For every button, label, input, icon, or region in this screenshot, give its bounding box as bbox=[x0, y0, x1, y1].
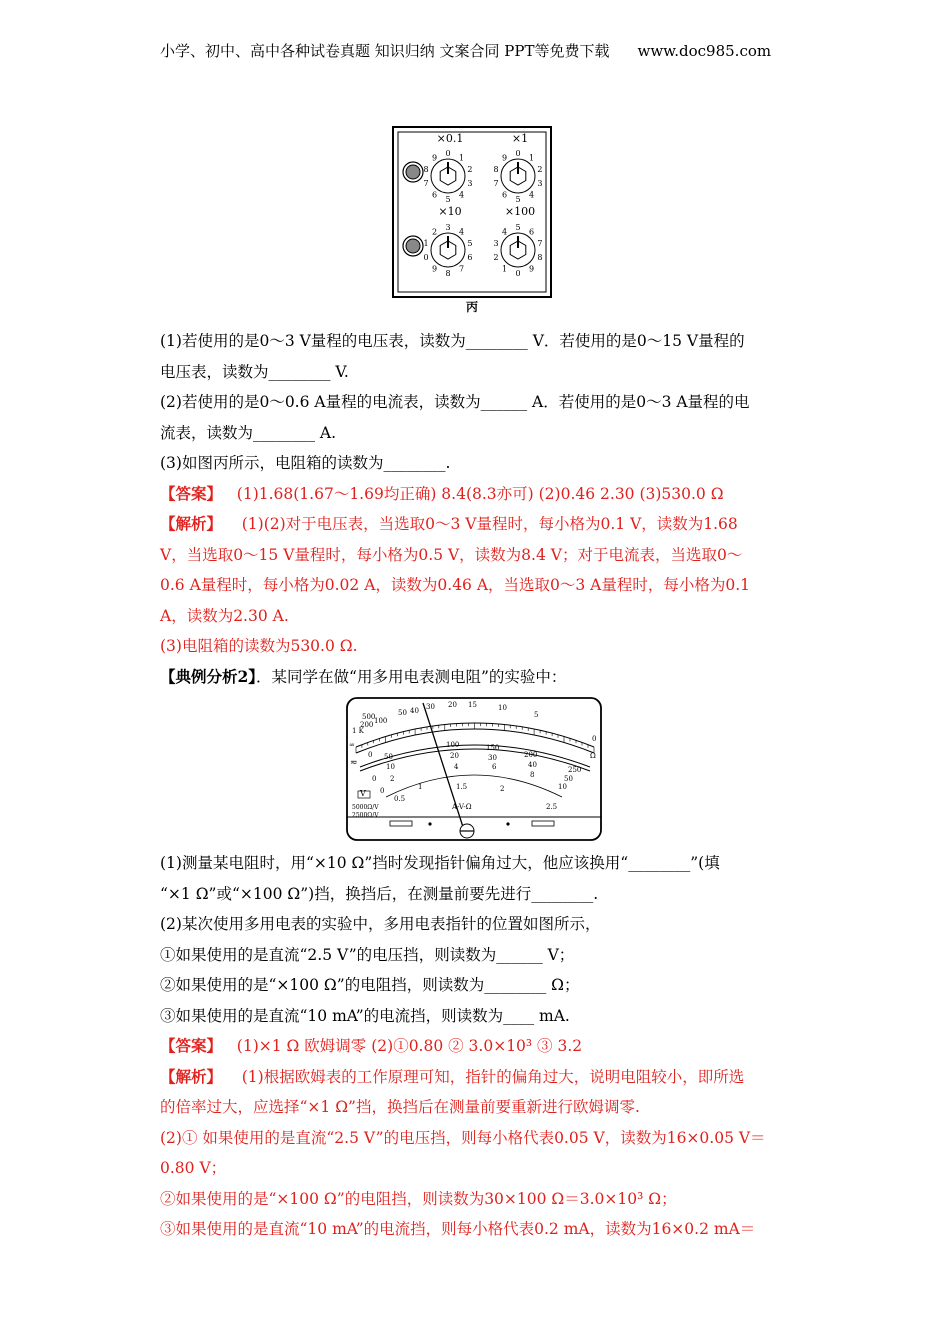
question-1 bbox=[160, 326, 792, 692]
ohm-tick-label: 30 bbox=[426, 703, 435, 711]
dial-digit: 6 bbox=[528, 227, 535, 237]
dial-digit: 6 bbox=[467, 253, 473, 263]
analysis-line: (3)电阻箱的读数为530.0 Ω. bbox=[160, 637, 358, 655]
dial-digit: 9 bbox=[501, 153, 508, 163]
low-tick-label: 1.5 bbox=[456, 783, 468, 791]
mid-tick-label: 50 bbox=[564, 775, 573, 783]
dial-digit: 3 bbox=[537, 179, 543, 189]
dial-digit: 9 bbox=[431, 264, 438, 274]
dial-x100 bbox=[494, 223, 543, 278]
dial-digit: 7 bbox=[493, 179, 499, 189]
ohm-tick-label: 40 bbox=[410, 707, 419, 715]
q2-analysis bbox=[160, 1062, 792, 1093]
q2-part2: (2)某次使用多用电表的实验中，多用电表指针的位置如图所示， bbox=[160, 915, 601, 933]
dial-digit: 4 bbox=[501, 227, 508, 237]
dial-digit: 5 bbox=[515, 223, 521, 232]
q2-choice-3: ③如果使用的是直流“10 mA”的电流挡，则读数为____ mA. bbox=[160, 1006, 570, 1025]
dial-digit: 7 bbox=[423, 179, 429, 189]
meter-spec: 5000Ω/V bbox=[352, 804, 379, 811]
q2-title bbox=[160, 662, 792, 693]
dial-digit: 0 bbox=[515, 149, 521, 158]
meter-spec: 2500Ω/V bbox=[352, 812, 379, 819]
analysis-line: A，读数为2.30 A. bbox=[160, 606, 289, 625]
left-tick-label: 0.5 bbox=[394, 795, 406, 803]
dial-x1 bbox=[494, 149, 543, 204]
q1-part1-cont: 电压表，读数为________ V. bbox=[160, 362, 349, 381]
q2-part1-cont: “×1 Ω”或“×100 Ω”)挡，换挡后，在测量前要先进行________. bbox=[160, 884, 599, 903]
dial-digit: 8 bbox=[493, 164, 499, 174]
dial-digit: 5 bbox=[445, 195, 451, 204]
mid-tick-label: 10 bbox=[558, 783, 567, 791]
q1-part1: (1)若使用的是0～3 V量程的电压表，读数为________ V．若使用的是0～15 V量程的 bbox=[160, 332, 745, 350]
omega-symbol: Ω bbox=[590, 752, 596, 760]
mid-tick-label: 150 bbox=[486, 744, 500, 752]
q2-part1: (1)测量某电阻时，用“×10 Ω”挡时发现指针偏角过大，他应该换用“________”(填 bbox=[160, 854, 720, 872]
dial-digit: 7 bbox=[537, 238, 543, 248]
dial-digit: 1 bbox=[458, 153, 465, 163]
q2-title-text: ．某同学在做“用多用电表测电阻”的实验中： bbox=[256, 667, 567, 686]
dial-digit: 2 bbox=[467, 164, 473, 174]
analysis-text: (1)根据欧姆表的工作原理可知，指针的偏角过大，说明电阻较小，即所选 bbox=[241, 1067, 745, 1086]
analysis-line: 的倍率过大，应选择“×1 Ω”挡，换挡后在测量前要重新进行欧姆调零. bbox=[160, 1098, 640, 1116]
dial-digit: 0 bbox=[515, 269, 521, 278]
dial-digit: 0 bbox=[445, 149, 451, 158]
low-tick-label: 2.5 bbox=[546, 803, 558, 811]
ohm-tick-label: 5 bbox=[534, 711, 539, 719]
dial-x0-1 bbox=[424, 149, 473, 204]
dial-digit: 3 bbox=[445, 223, 451, 232]
analysis-line: (2)① 如果使用的是直流“2.5 V”的电压挡，则每小格代表0.05 V，读数为16×0.05 V＝ bbox=[160, 1128, 766, 1147]
terminal-icon bbox=[403, 236, 423, 256]
left-tick-label: 50 bbox=[384, 753, 393, 761]
ohm-tick-label: 200 bbox=[360, 721, 374, 729]
dial-digit: 1 bbox=[501, 264, 508, 274]
left-tick-label: 10 bbox=[386, 763, 395, 771]
dial-label: ×100 bbox=[504, 205, 536, 218]
ohm-tick-label: 10 bbox=[498, 704, 507, 712]
ohm-tick-label: 20 bbox=[448, 701, 457, 709]
mid-tick-label: 100 bbox=[446, 741, 460, 749]
dial-digit: 6 bbox=[501, 190, 508, 200]
left-tick-label: 2 bbox=[390, 775, 395, 783]
low-tick-label: 2 bbox=[500, 785, 505, 793]
dial-digit: 2 bbox=[537, 164, 543, 174]
dial-digit: 1 bbox=[528, 153, 535, 163]
ohm-tick-label: 15 bbox=[468, 701, 477, 709]
ohm-tick-label: 100 bbox=[374, 717, 388, 725]
mid-tick-label: 8 bbox=[530, 771, 535, 779]
resistance-box-figure bbox=[392, 126, 552, 298]
q2-answer bbox=[160, 1031, 792, 1062]
dial-x10 bbox=[424, 223, 473, 278]
answer-text: (1)×1 Ω 欧姆调零 (2)①0.80 ② 3.0×10³ ③ 3.2 bbox=[236, 1037, 583, 1055]
dial-digit: 0 bbox=[423, 253, 429, 263]
left-tick-label: 0 bbox=[368, 751, 373, 759]
mid-tick-label: 4 bbox=[454, 763, 459, 771]
q1-part2: (2)若使用的是0～0.6 A量程的电流表，读数为______ A．若使用的是0～3 A量程的电 bbox=[160, 393, 750, 411]
q2-choice-2: ②如果使用的是“×100 Ω”的电阻挡，则读数为________ Ω； bbox=[160, 976, 580, 994]
ohm-tick-label: 0 bbox=[592, 735, 597, 743]
dial-digit: 3 bbox=[467, 179, 473, 189]
q1-part3: (3)如图丙所示，电阻箱的读数为________. bbox=[160, 454, 451, 472]
dial-digit: 8 bbox=[445, 269, 451, 278]
zero-adjust-screw-icon bbox=[460, 824, 474, 838]
analysis-tag: 【解析】 bbox=[160, 1066, 223, 1086]
dial-digit: 5 bbox=[467, 238, 473, 248]
avo-label: A-V-Ω bbox=[452, 803, 472, 811]
dial-digit: 7 bbox=[458, 264, 465, 274]
dial-digit: 2 bbox=[431, 227, 438, 237]
dial-digit: 4 bbox=[458, 227, 465, 237]
analysis-line: ③如果使用的是直流“10 mA”的电流挡，则每小格代表0.2 mA，读数为16×0.2 mA＝ bbox=[160, 1220, 756, 1238]
header-title: 小学、初中、高中各种试卷真题 知识归纳 文案合同 PPT等免费下载 bbox=[160, 42, 610, 60]
dial-digit: 8 bbox=[423, 164, 429, 174]
dial-digit: 3 bbox=[493, 238, 499, 248]
v-label: V bbox=[360, 789, 366, 798]
mid-tick-label: 200 bbox=[524, 751, 538, 759]
analysis-text: (1)(2)对于电压表，当选取0～3 V量程时，每小格为0.1 V，读数为1.68 bbox=[241, 515, 738, 533]
left-tick-label: 0 bbox=[380, 787, 385, 795]
page-header bbox=[160, 40, 771, 61]
mid-tick-label: 20 bbox=[450, 752, 459, 760]
dial-digit: 4 bbox=[528, 190, 535, 200]
ohm-tick-label: ∞ bbox=[349, 741, 355, 749]
q2-choice-1: ①如果使用的是直流“2.5 V”的电压挡，则读数为______ V； bbox=[160, 945, 575, 964]
dc-symbol: ≂ bbox=[350, 758, 358, 768]
q1-answer bbox=[160, 479, 792, 510]
question-2 bbox=[160, 848, 792, 1245]
dial-digit: 5 bbox=[515, 195, 521, 204]
analysis-line: 0.6 A量程时，每小格为0.02 A，读数为0.46 A，当选取0～3 A量程时，每小格为0.1 bbox=[160, 576, 751, 594]
dial-digit: 1 bbox=[423, 238, 429, 248]
dial-label: ×10 bbox=[438, 205, 462, 218]
answer-tag: 【答案】 bbox=[160, 1036, 223, 1055]
mid-tick-label: 40 bbox=[528, 761, 537, 769]
analysis-line: ②如果使用的是“×100 Ω”的电阻挡，则读数为30×100 Ω＝3.0×10³ Ω； bbox=[160, 1189, 677, 1208]
ohm-tick-label: 500 bbox=[362, 713, 376, 721]
dial-label: ×1 bbox=[511, 132, 529, 145]
left-tick-label: 0 bbox=[372, 775, 377, 783]
answer-tag: 【答案】 bbox=[160, 483, 223, 503]
analysis-tag: 【解析】 bbox=[160, 514, 223, 533]
dial-label: ×0.1 bbox=[436, 132, 464, 145]
answer-text: (1)1.68(1.67～1.69均正确) 8.4(8.3亦可) (2)0.46 2.30 (3)530.0 Ω bbox=[236, 484, 724, 503]
header-site: www.doc985.com bbox=[637, 42, 772, 60]
dial-digit: 2 bbox=[493, 253, 499, 263]
analysis-line: 0.80 V； bbox=[160, 1159, 227, 1177]
multimeter-figure bbox=[346, 697, 602, 841]
dial-digit: 8 bbox=[537, 253, 543, 263]
terminal-icon bbox=[403, 162, 423, 182]
figure-caption: 丙 bbox=[466, 300, 479, 314]
q1-analysis bbox=[160, 509, 792, 540]
dial-digit: 4 bbox=[458, 190, 465, 200]
dial-digit: 9 bbox=[528, 264, 535, 274]
analysis-line: V，当选取0～15 V量程时，每小格为0.5 V，读数为8.4 V；对于电流表，当选取0～ bbox=[160, 545, 743, 564]
q2-title-tag: 【典例分析2】 bbox=[160, 666, 257, 686]
low-tick-label: 1 bbox=[418, 783, 423, 791]
mid-tick-label: 30 bbox=[488, 754, 497, 762]
ohm-tick-label: 50 bbox=[398, 709, 407, 717]
mid-tick-label: 6 bbox=[492, 763, 497, 771]
dial-digit: 9 bbox=[431, 153, 438, 163]
dial-digit: 6 bbox=[431, 190, 438, 200]
mid-tick-label: 250 bbox=[568, 766, 582, 774]
ohm-tick-label: 1 K bbox=[352, 727, 364, 735]
q1-part2-cont: 流表，读数为________ A. bbox=[160, 423, 337, 442]
